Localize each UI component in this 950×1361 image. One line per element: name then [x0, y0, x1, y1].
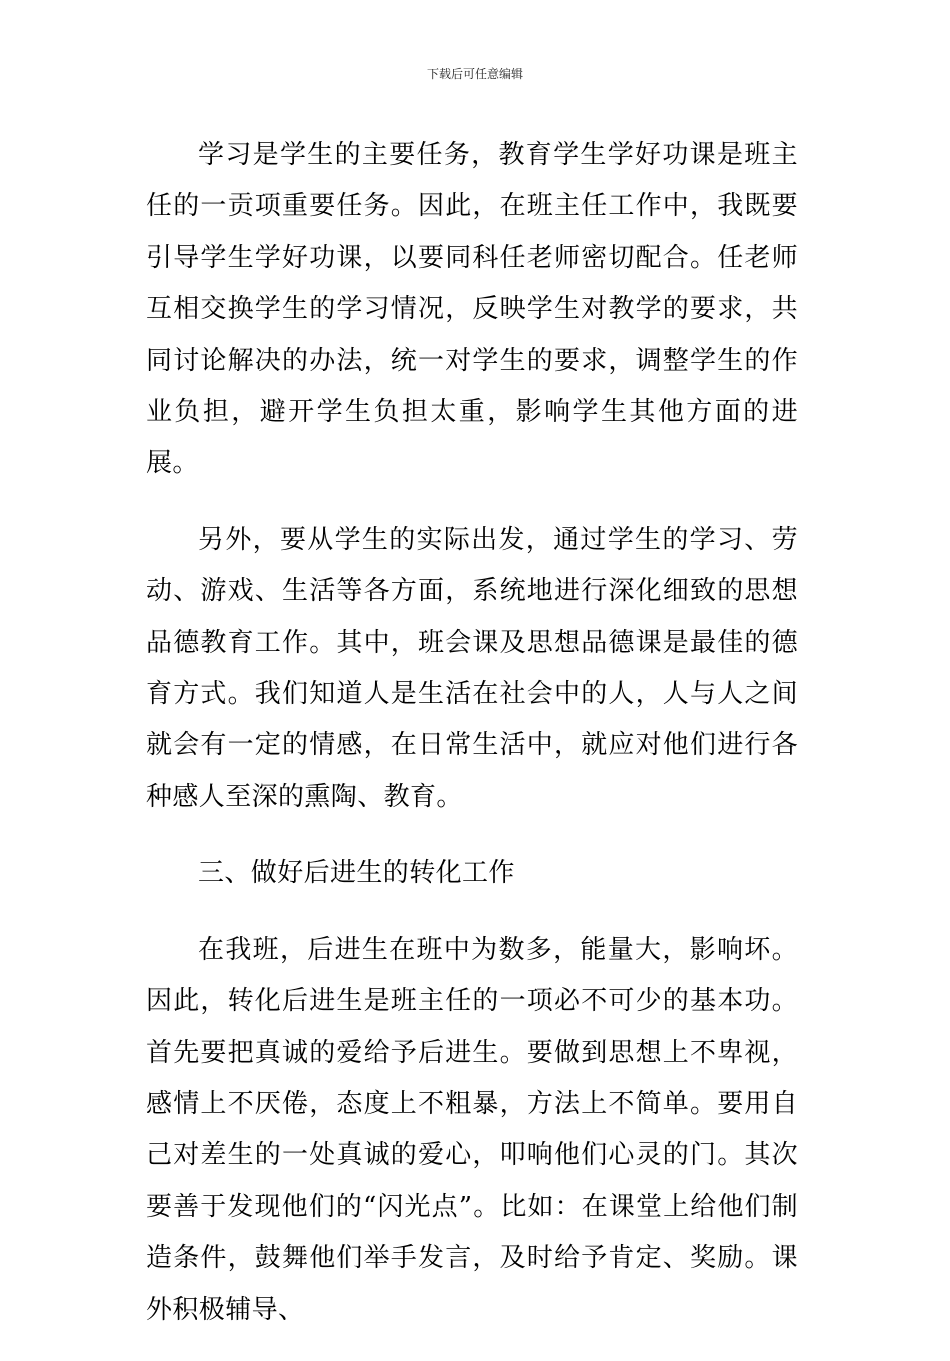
document-body [146, 130, 798, 1361]
section-heading: 三、做好后进生的转化工作 [198, 858, 515, 889]
paragraph-study-tasks: 学习是学生的主要任务，教育学生学好功课是班主任的一贡项重要任务。因此，在班主任工作中，我既要引导学生学好功课，以要同科任老师密切配合。任老师互相交换学生的学习情况，反映学生对教学的要求，共同讨论解决的办法，统一对学生的要求，调整学生的作业负担，避开学生负担太重，影响学生其他方面的进展。 [146, 140, 798, 479]
paragraph-moral-education: 另外，要从学生的实际出发，通过学生的学习、劳动、游戏、生活等各方面，系统地进行深化细致的思想品德教育工作。其中，班会课及思想品德课是最佳的德育方式。我们知道人是生活在社会中的人，人与人之间就会有一定的情感，在日常生活中，就应对他们进行各种感人至深的熏陶、教育。 [146, 524, 798, 812]
paragraph-underachievers: 在我班，后进生在班中为数多，能量大，影响坏。因此，转化后进生是班主任的一项必不可少的基本功。首先要把真诚的爱给予后进生。要做到思想上不卑视，感情上不厌倦，态度上不粗暴，方法上不简单。要用自己对差生的一处真诚的爱心，叩响他们心灵的门。其次要善于发现他们的“闪光点”。比如：在课堂上给他们制造条件，鼓舞他们举手发言，及时给予肯定、奖励。课外积极辅导、 [146, 934, 798, 1325]
page-header: 下载后可任意编辑 [426, 67, 523, 81]
